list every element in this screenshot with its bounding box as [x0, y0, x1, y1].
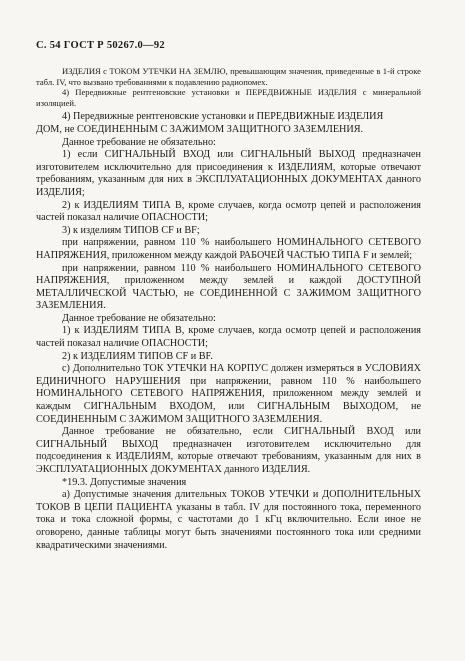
paragraph: ДОМ, не СОЕДИНЕННЫМ С ЗАЖИМОМ ЗАЩИТНОГО ЗАЗЕМЛЕНИЯ.	[36, 123, 364, 135]
paragraph: 1) если СИГНАЛЬНЫЙ ВХОД или СИГНАЛЬНЫЙ ВЫХОД предназначен изготовителем исключительно для присоединения к ИЗДЕЛИЯМ, которые отвечают требованиям, указанным для них в ЭКСПЛУАТАЦИОННЫХ ДОКУМЕНТАХ данного ИЗДЕЛИЯ;	[36, 149, 421, 198]
paragraph: 1) к ИЗДЕЛИЯМ ТИПА В, кроме случаев, когда осмотр цепей и расположения частей показал наличие ОПАСНОСТИ;	[36, 325, 421, 350]
paragraph: *19.3. Допустимые значения	[62, 476, 187, 488]
paragraph: 3) к изделиям ТИПОВ CF и BF;	[62, 224, 200, 236]
paragraph: Данное требование не обязательно, если СИГНАЛЬНЫЙ ВХОД или СИГНАЛЬНЫЙ ВЫХОД предназначен изготовителем исключительно для подсоединения к ИЗДЕЛИЯМ, которые отвечают требованиям, указанным для них в ЭКСПЛУАТАЦИОННЫХ ДОКУМЕНТАХ данного ИЗДЕЛИЯ.	[36, 426, 421, 475]
document-body	[36, 66, 421, 552]
paragraph: при напряжении, равном 110 % наибольшего НОМИНАЛЬНОГО СЕТЕВОГО НАПРЯЖЕНИЯ, приложенном между каждой РАБОЧЕЙ ЧАСТЬЮ ТИПА F и землей;	[36, 237, 421, 261]
paragraph: Данное требование не обязательно:	[62, 136, 216, 148]
paragraph: а) Допустимые значения длительных ТОКОВ УТЕЧКИ и ДОПОЛНИТЕЛЬНЫХ ТОКОВ В ЦЕПИ ПАЦИЕНТА указаны в табл. IV для постоянного тока, переменного тока и тока сложной формы, с частотами до 1 кГц включительно. Если иное не оговорено, данные таблицы могут быть значениями постоянного тока или средними квадратическими значениями.	[36, 489, 421, 551]
paragraph: 2) к ИЗДЕЛИЯМ ТИПА В, кроме случаев, когда осмотр цепей и расположения частей показал наличие ОПАСНОСТИ;	[36, 199, 421, 224]
paragraph: при напряжении, равном 110 % наибольшего НОМИНАЛЬНОГО СЕТЕВОГО НАПРЯЖЕНИЯ, приложенном между землей и каждой ДОСТУПНОЙ МЕТАЛЛИЧЕСКОЙ ЧАСТЬЮ, не СОЕДИНЕННОЙ С ЗАЖИМОМ ЗАЩИТНОГО ЗАЗЕМЛЕНИЯ.	[36, 262, 421, 312]
page-header: С. 54 ГОСТ Р 50267.0—92	[36, 40, 165, 51]
paragraph: 4) Передвижные рентгеновские установки и ПЕРЕДВИЖНЫЕ ИЗДЕЛИЯ с минеральной изоляцией.	[36, 87, 421, 108]
paragraph: с) Дополнительно ТОК УТЕЧКИ НА КОРПУС должен измеряться в УСЛОВИЯХ ЕДИНИЧНОГО НАРУШЕНИЯ при напряжении, равном 110 % наибольшего НОМИНАЛЬНОГО СЕТЕВОГО НАПРЯЖЕНИЯ, приложенном между землей и каждым СИГНАЛЬНЫМ ВХОДОМ, или СИГНАЛЬНЫМ ВЫХОДОМ, не СОЕДИНЕННЫМ С ЗАЖИМОМ ЗАЩИТНОГО ЗАЗЕМЛЕНИЯ.	[36, 363, 421, 425]
paragraph: 2) к ИЗДЕЛИЯМ ТИПОВ CF и BF.	[62, 350, 213, 362]
paragraph: ИЗДЕЛИЯ с ТОКОМ УТЕЧКИ НА ЗЕМЛЮ, превышающим значения, приведенные в 1-й строке табл. IV, что вызвано требованиями к подавлению радиопомех.	[36, 66, 421, 87]
paragraph: Данное требование не обязательно:	[62, 312, 216, 324]
paragraph: 4) Передвижные рентгеновские установки и ПЕРЕДВИЖНЫЕ ИЗДЕЛИЯ	[62, 111, 384, 123]
